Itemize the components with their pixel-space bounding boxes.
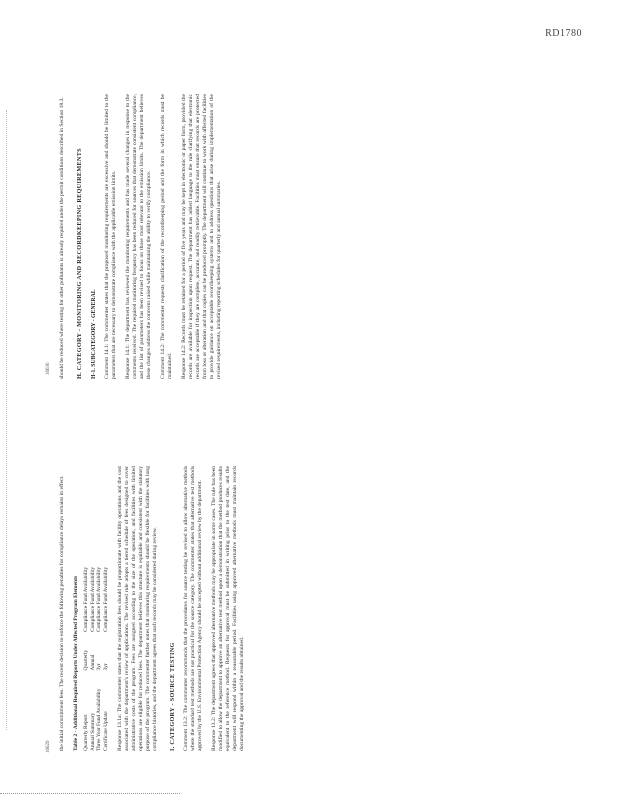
table-cell: Three Year Fund Availability	[96, 688, 103, 751]
right-response-1: Response 14.1: The department has reviewed the monitoring requirements and has made several changes in response to the comments received. The required monitoring frequency has been reduced for sources that demonstrate consistent compliance, and the list of parameters has been revised to focus on those most relevant to the emission limits. The department believes these changes address the concerns raised while maintaining the ability to verify compliance.	[125, 94, 152, 379]
table-caption: Table 2 - Additional Required Reports Under Affected Program Elements	[73, 575, 79, 751]
table-cell: Quarterly Report	[83, 714, 89, 751]
scan-edge-dots	[6, 110, 7, 730]
table-cell: Certificate Update	[102, 711, 109, 751]
table-cell: Compliance Fund Availability	[96, 566, 103, 632]
table-cell: Compliance Fund Availability	[83, 566, 89, 632]
left-response: Response 13.2: The department agrees that approved alternative methods may be appropriate in some cases. The rule has been modified to allow the department to approve an alternative test method upon a demonstration that the method produces results equivalent to the reference method. Requests for approval must be submitted in writing prior to the test date, and the department will respond within a reasonable period. Facilities using approved alternative methods must maintain records documenting the approval and the results obtained.	[211, 466, 246, 751]
right-comment-2: Comment 14.2: The commenter requests clarification of the recordkeeping period and the form in which records must be maintained.	[160, 94, 173, 379]
left-response-paragraph: Response 13.1a: The commenter states that the registration fees should be proportionate with facility operations and the cost associated with the department's review of applications. The revised rule adopts a tiered schedule of fees designed to cover administrative costs of the program. Fees are assigned according to the size of the operation, and facilities with limited operations are eligible for reduced fees. The department believes this structure is equitable and consistent with the statutory purpose of the program. The commenter further notes that monitoring requirements should be flexible for facilities with long compliance histories, and the department agrees that such records may be considered during review.	[117, 466, 159, 751]
left-column	[59, 466, 559, 751]
table-cell: 3yr	[102, 663, 109, 671]
table-cell: Compliance Fund Availability	[102, 566, 109, 632]
reports-table	[83, 561, 109, 751]
table-row	[103, 561, 110, 751]
right-column	[59, 94, 559, 379]
subsection-heading-general: H-1. SUBCATEGORY - GENERAL	[91, 289, 97, 379]
right-intro: should be reduced where testing for other pollutants is already required under the permit conditions described in Section 18.3.	[59, 97, 65, 379]
right-response-2: Response 14.2: Records must be retained for a period of five years and may be kept in electronic or paper form, provided the records are available for inspection upon request. The department has added language to the rule clarifying that electronic records are acceptable if they are complete, accurate, and readily retrievable. Facilities must ensure that records are protected from loss or alteration and that copies can be produced promptly. The department will continue to work with affected facilities to provide guidance on acceptable recordkeeping systems and to address questions that arise during implementation of the revised requirements, including reporting schedules for quarterly and annual summaries.	[181, 94, 222, 379]
table-cell: Compliance Fund Availability	[89, 566, 96, 632]
table-row	[96, 561, 103, 751]
section-heading-monitoring: H. CATEGORY - MONITORING AND RECORDKEEPING REQUIREMENTS	[76, 148, 83, 379]
table-cell: 3yr	[96, 663, 103, 671]
left-page-number: 16629	[46, 740, 51, 753]
rotated-document-page	[39, 65, 579, 765]
table-cell: Annual Summary	[89, 712, 96, 751]
left-comment: Comment 13.2: The commenter recommends that the procedures for source testing be revised to allow alternative methods where the standard test methods are not practical for the source category. The commenter states that alternative test methods approved by the U.S. Environmental Protection Agency should be accepted without additional review by the department.	[183, 466, 204, 751]
scan-bottom-dots	[0, 793, 180, 794]
right-page-number: 16630	[46, 362, 51, 375]
table-cell: Quarterly	[83, 649, 89, 671]
table-row	[83, 561, 90, 751]
section-heading-source-testing: I. CATEGORY - SOURCE TESTING	[169, 642, 177, 751]
left-intro: the initial commitment fees. The recent decision to enforce the following penalties for compliance delays remains in effect.	[59, 475, 65, 751]
right-comment-1: Comment 14.1: The commenter states that the proposed monitoring requirements are excessive and should be limited to the parameters that are necessary to demonstrate compliance with the applicable emission limits.	[104, 94, 117, 379]
document-id: RD1780	[545, 28, 582, 39]
table-row	[90, 561, 97, 751]
table-cell: Annual	[89, 654, 96, 671]
